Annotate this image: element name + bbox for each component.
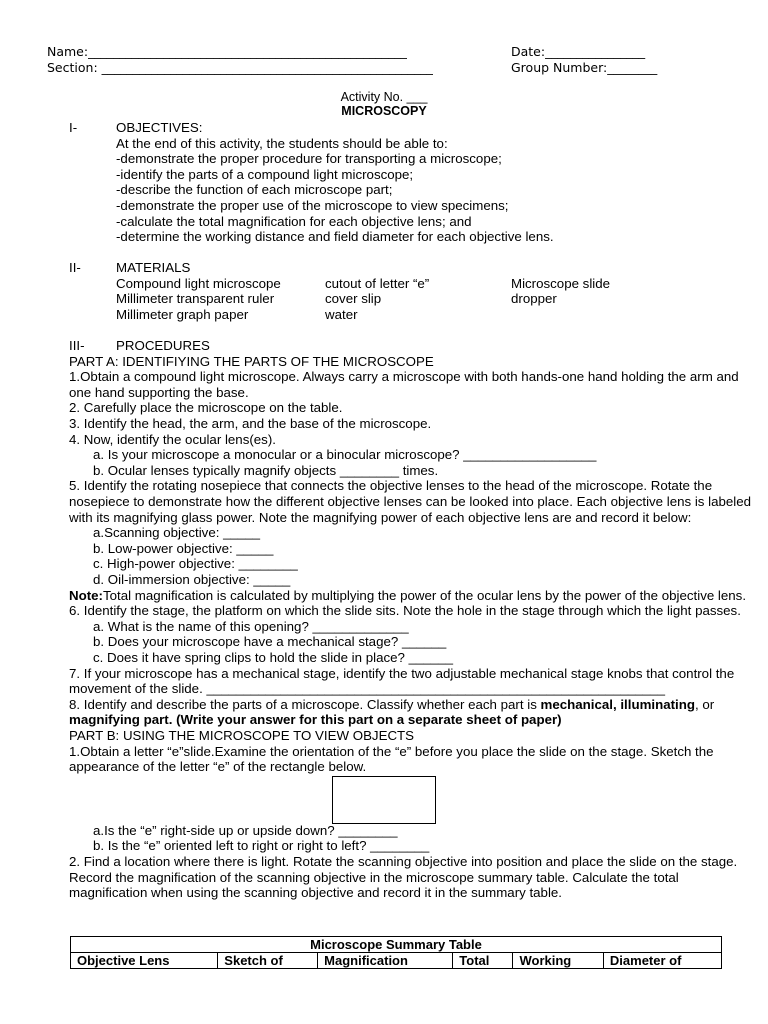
question-b1a[interactable]: a.Is the “e” right-side up or upside down? ________ bbox=[93, 823, 398, 838]
table-title: Microscope Summary Table bbox=[71, 937, 722, 953]
table-header-cell: Objective Lens bbox=[71, 953, 218, 969]
table-header-cell: Total bbox=[453, 953, 513, 969]
question-6b[interactable]: b. Does your microscope have a mechanical stage? ______ bbox=[93, 634, 447, 649]
procedure-line: with its magnifying glass power. Note the magnifying power of each objective lens are and record it below: bbox=[69, 510, 692, 525]
note-line bbox=[69, 588, 746, 604]
question-b1b[interactable]: b. Is the “e” oriented left to right or right to left? ________ bbox=[93, 838, 430, 853]
objectives-numeral: I- bbox=[69, 120, 78, 135]
part-a-heading: PART A: IDENTIFIYING THE PARTS OF THE MICROSCOPE bbox=[69, 354, 434, 369]
q8-bold: magnifying part bbox=[69, 712, 169, 727]
q8-text: 8. Identify and describe the parts of a microscope. Classify whether each part is bbox=[69, 697, 541, 712]
material-item: water bbox=[325, 307, 358, 322]
procedure-line bbox=[69, 712, 562, 728]
question-5c[interactable]: c. High-power objective: ________ bbox=[93, 556, 298, 571]
procedure-line: 6. Identify the stage, the platform on which the slide sits. Note the hole in the stage through which the light passes. bbox=[69, 603, 741, 618]
procedures-numeral: III- bbox=[69, 338, 85, 353]
procedure-line: one hand supporting the base. bbox=[69, 385, 249, 400]
procedures-heading: PROCEDURES bbox=[116, 338, 210, 353]
material-item: dropper bbox=[511, 291, 557, 306]
material-item: cover slip bbox=[325, 291, 382, 306]
q8-text: , or bbox=[694, 697, 715, 712]
procedure-line: 1.Obtain a compound light microscope. Always carry a microscope with both hands-one hand holding the arm and bbox=[69, 369, 739, 384]
date-field[interactable] bbox=[511, 44, 645, 60]
group-number-field[interactable] bbox=[511, 60, 657, 76]
objectives-heading: OBJECTIVES: bbox=[116, 120, 203, 135]
question-6c[interactable]: c. Does it have spring clips to hold the slide in place? ______ bbox=[93, 650, 453, 665]
name-label: Name: bbox=[47, 44, 89, 59]
section-label: Section: bbox=[47, 60, 98, 75]
date-label: Date: bbox=[511, 44, 546, 59]
objectives-line: -describe the function of each microscope part; bbox=[116, 182, 393, 197]
question-6a[interactable]: a. What is the name of this opening? _____________ bbox=[93, 619, 409, 634]
section-line: _____________________________________________________ bbox=[97, 60, 433, 75]
question-5b[interactable]: b. Low-power objective: _____ bbox=[93, 541, 274, 556]
procedure-line: 3. Identify the head, the arm, and the base of the microscope. bbox=[69, 416, 432, 431]
group-line: ________ bbox=[607, 60, 658, 75]
activity-title: MICROSCOPY bbox=[341, 104, 427, 118]
question-4a[interactable]: a. Is your microscope a monocular or a binocular microscope? __________________ bbox=[93, 447, 597, 462]
objectives-line: -calculate the total magnification for each objective lens; and bbox=[116, 214, 472, 229]
question-5d[interactable]: d. Oil-immersion objective: _____ bbox=[93, 572, 291, 587]
table-header-cell: Working bbox=[513, 953, 603, 969]
materials-numeral: II- bbox=[69, 260, 81, 275]
material-item: Millimeter transparent ruler bbox=[116, 291, 275, 306]
procedure-line: 1.Obtain a letter “e”slide.Examine the orientation of the “e” before you place the slide on the stage. Sketch the bbox=[69, 744, 714, 759]
note-text: Total magnification is calculated by multiplying the power of the ocular lens by the power of the objective lens. bbox=[102, 588, 747, 603]
material-item: Millimeter graph paper bbox=[116, 307, 249, 322]
procedure-line: appearance of the letter “e” of the rectangle below. bbox=[69, 759, 367, 774]
question-4b[interactable]: b. Ocular lenses typically magnify objects ________ times. bbox=[93, 463, 439, 478]
name-field[interactable] bbox=[47, 44, 407, 60]
q8-bold: mechanical, illuminating bbox=[540, 697, 695, 712]
procedure-line: nosepiece to demonstrate how the different objective lenses can be looked into place. Each objective lens is labeled bbox=[69, 494, 752, 509]
procedure-line: 2. Carefully place the microscope on the table. bbox=[69, 400, 343, 415]
table-header-cell: Diameter of bbox=[603, 953, 721, 969]
procedure-line: 2. Find a location where there is light. Rotate the scanning objective into position and place the slide on the stage. bbox=[69, 854, 738, 869]
materials-heading: MATERIALS bbox=[116, 260, 191, 275]
procedure-line: 4. Now, identify the ocular lens(es). bbox=[69, 432, 276, 447]
group-label: Group Number: bbox=[511, 60, 608, 75]
procedure-line: 5. Identify the rotating nosepiece that connects the objective lenses to the head of the microscope. Rotate the bbox=[69, 478, 713, 493]
table-header-cell: Magnification bbox=[318, 953, 453, 969]
microscope-summary-table bbox=[70, 936, 722, 969]
procedure-line: 7. If your microscope has a mechanical stage, identify the two adjustable mechanical stage knobs that control the bbox=[69, 666, 735, 681]
procedure-line: magnification when using the scanning objective and record it in the summary table. bbox=[69, 885, 562, 900]
activity-number: Activity No. ___ bbox=[340, 90, 428, 104]
question-7-answer[interactable]: movement of the slide. ______________________________________________________________ bbox=[69, 681, 665, 696]
objectives-line: -demonstrate the proper use of the microscope to view specimens; bbox=[116, 198, 509, 213]
sketch-box[interactable] bbox=[332, 776, 436, 824]
table-header-cell: Sketch of bbox=[218, 953, 318, 969]
part-b-heading: PART B: USING THE MICROSCOPE TO VIEW OBJECTS bbox=[69, 728, 415, 743]
date-line: ________________ bbox=[545, 44, 646, 59]
section-field[interactable] bbox=[47, 60, 433, 76]
material-item: cutout of letter “e” bbox=[325, 276, 430, 291]
table-header-row bbox=[71, 953, 722, 969]
procedure-line: Record the magnification of the scanning objective in the microscope summary table. Calculate the total bbox=[69, 870, 679, 885]
objectives-line: At the end of this activity, the students should be able to: bbox=[116, 136, 448, 151]
procedure-line bbox=[69, 697, 714, 713]
note-label: Note: bbox=[69, 588, 103, 603]
objectives-line: -determine the working distance and field diameter for each objective lens. bbox=[116, 229, 554, 244]
name-line: ___________________________________________________ bbox=[88, 44, 407, 59]
objectives-line: -identify the parts of a compound light microscope; bbox=[116, 167, 414, 182]
material-item: Compound light microscope bbox=[116, 276, 281, 291]
q8-bold: . (Write your answer for this part on a separate sheet of paper) bbox=[168, 712, 562, 727]
material-item: Microscope slide bbox=[511, 276, 611, 291]
objectives-line: -demonstrate the proper procedure for transporting a microscope; bbox=[116, 151, 502, 166]
question-5a[interactable]: a.Scanning objective: _____ bbox=[93, 525, 261, 540]
